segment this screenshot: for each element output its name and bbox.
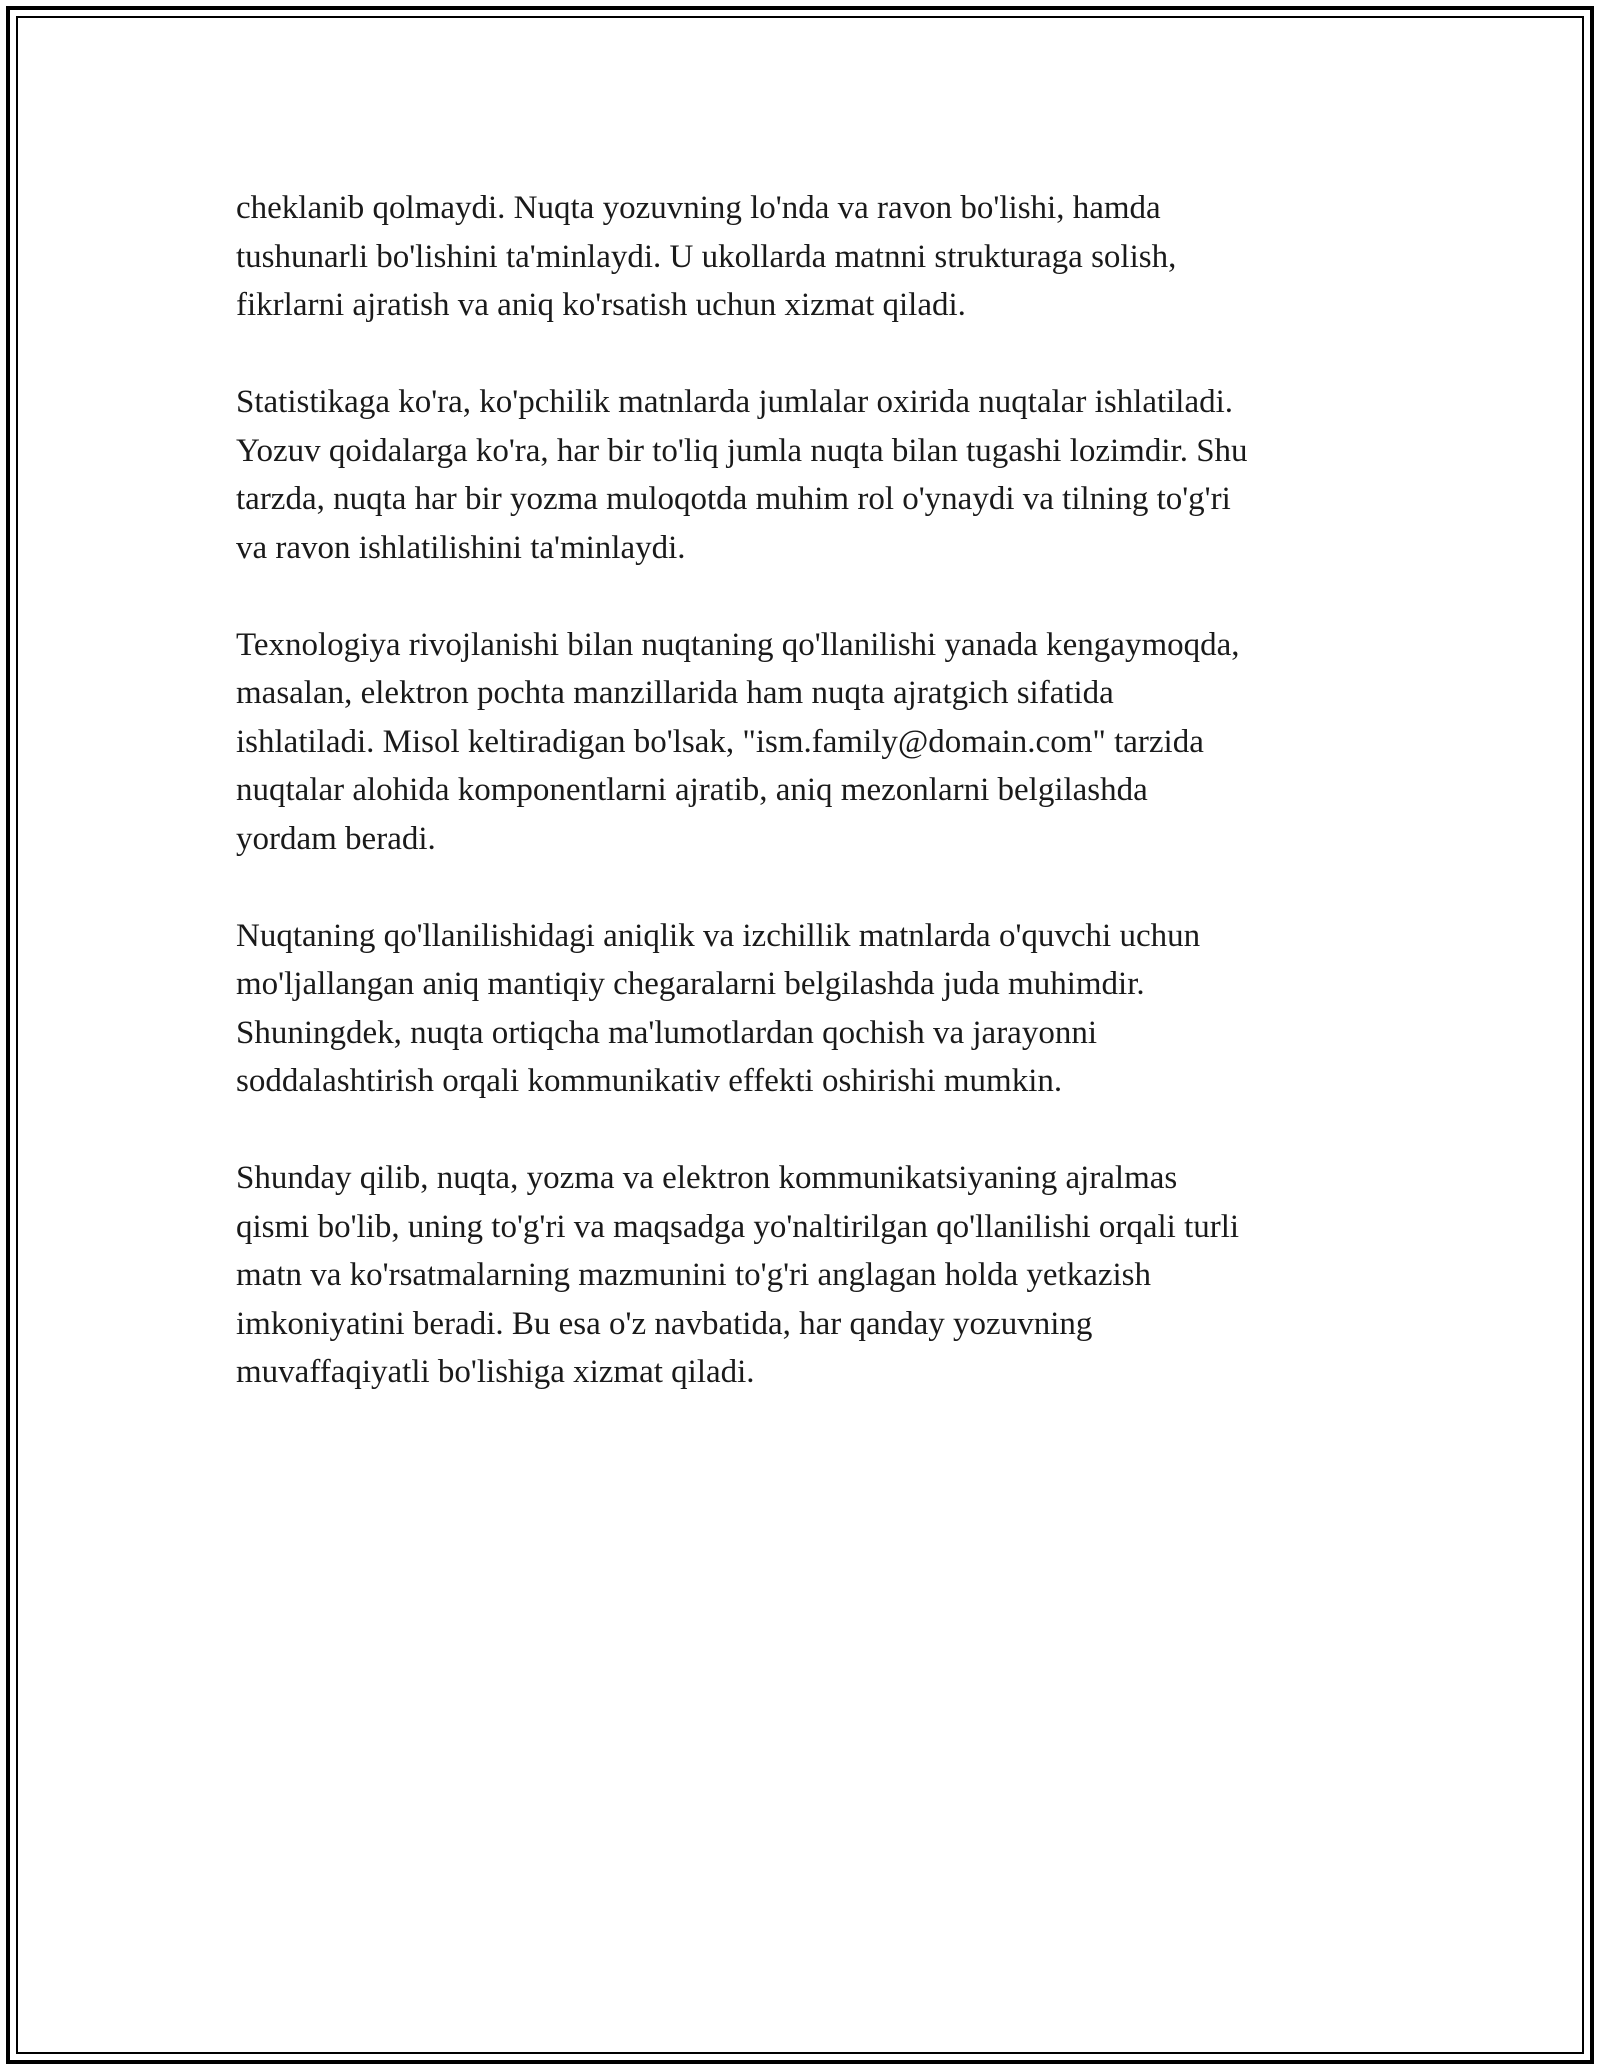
paragraph-1: cheklanib qolmaydi. Nuqta yozuvning lo'nda va ravon bo'lishi, hamda tushunarli bo'lishini ta'minlaydi. U ukollarda matnni strukturaga solish, fikrlarni ajratish va aniq ko'rsatish uchun xizmat qiladi. (236, 190, 1177, 323)
paragraph-5: Shunday qilib, nuqta, yozma va elektron kommunikatsiyaning ajralmas qismi bo'lib, uning to'g'ri va maqsadga yo'naltirilgan qo'llanilishi orqali turli matn va ko'rsatmalarning mazmunini to'g'ri anglagan holda yetkazish imkoniyatini beradi. Bu esa o'z navbatida, har qanday yozuvning muvaffaqiyatli bo'lishiga xizmat qiladi. (236, 1160, 1240, 1390)
paragraph-3: Texnologiya rivojlanishi bilan nuqtaning qo'llanilishi yanada kengaymoqda, masalan, elektron pochta manzillarida ham nuqta ajratgich sifatida ishlatiladi. Misol keltiradigan bo'lsak, "ism.family@domain.com" tarzida nuqtalar alohida komponentlarni ajratib, aniq mezonlarni belgilashda yordam beradi. (236, 626, 1240, 857)
paragraph-2: Statistikaga ko'ra, ko'pchilik matnlarda jumlalar oxirida nuqtalar ishlatiladi. Yozuv qoidalarga ko'ra, har bir to'liq jumla nuqta bilan tugashi lozimdir. Shu tarzda, nuqta har bir yozma muloqotda muhim rol o'ynaydi va tilning to'g'ri va ravon ishlatilishini ta'minlaydi. (236, 384, 1248, 566)
paragraph-4: Nuqtaning qo'llanilishidagi aniqlik va izchillik matnlarda o'quvchi uchun mo'ljallangan aniq mantiqiy chegaralarni belgilashda juda muhimdir. Shuningdek, nuqta ortiqcha ma'lumotlardan qochish va jarayonni soddalashtirish orqali kommunikativ effekti oshirishi mumkin. (236, 917, 1201, 1099)
document-body (236, 184, 1386, 1445)
